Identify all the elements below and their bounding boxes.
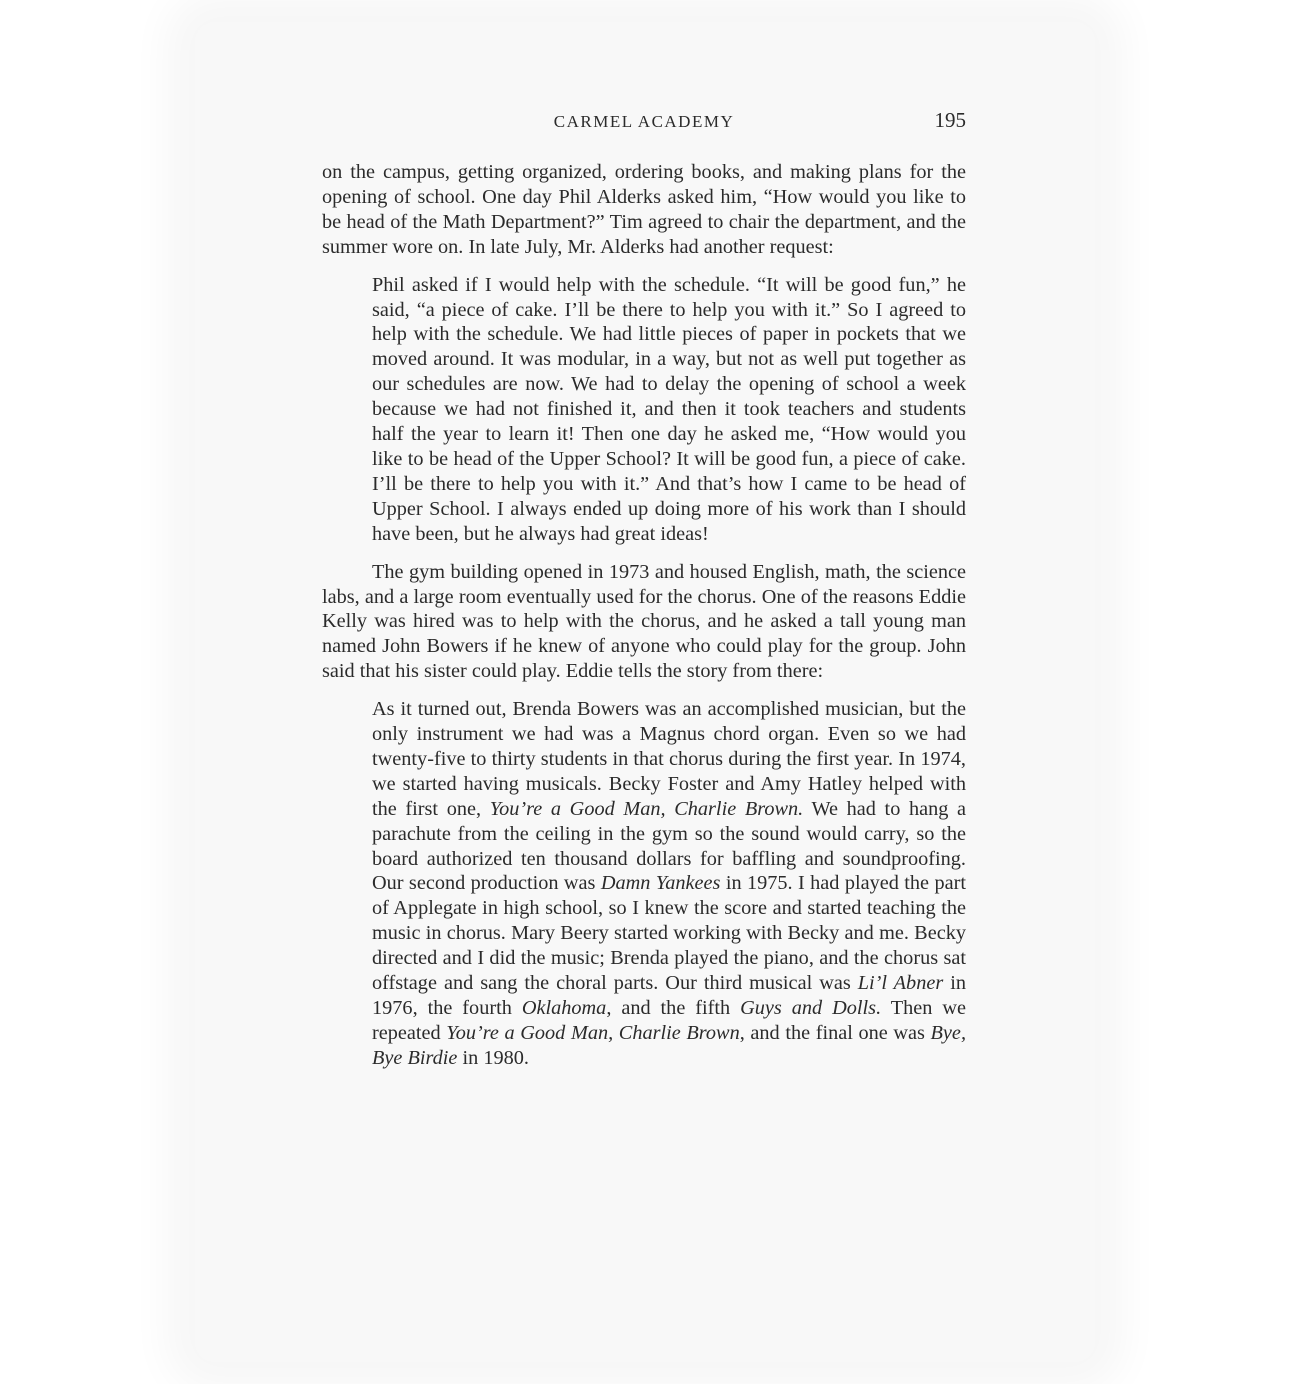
musical-title: Oklahoma [521,997,607,1019]
musical-title: Damn Yankees [600,872,721,895]
page-number: 195 [934,108,966,132]
musical-title: Li’l Abner [857,972,944,995]
quote-text: As it turned out, Brenda Bowers was an accomplished musician, but the only instrument we had was a Magnus chord organ. Even so we had twenty-five to thirty students in that chorus during the first year. In 1974, we started having musicals. Becky Foster and Amy Hatley helped with the first one, [372,698,966,820]
musical-title: Bye, Bye Birdie [372,1021,967,1069]
block-quote-2 [372,697,966,1071]
quote-text: in 1975. I had played the part of Applegate in high school, so I knew the score and started teaching the music in chorus. Mary Beery started working with Becky and me. Becky directed and I did the music; Brenda played the piano, and the chorus sat offstage and sang the choral parts. Our third musical was [372,872,966,995]
quote-text: Then we repeated [372,997,966,1044]
paragraph-1: on the campus, getting organized, ordering books, and making plans for the opening of school. One day Phil Alderks asked him, “How would you like to be head of the Math Department?” Tim agreed to chair the department, and the summer wore on. In late July, Mr. Alderks had another request: [322,161,966,258]
quote-text: We had to hang a parachute from the ceiling in the gym so the sound would carry, so the board authorized ten thousand dollars for baffling and soundproofing. Our second production was [372,797,967,895]
paragraph-2: The gym building opened in 1973 and housed English, math, the science labs, and a large room eventually used for the chorus. One of the reasons Eddie Kelly was hired was to help with the chorus, and he asked a tall young man named John Bowers if he knew of anyone who could play for the group. John said that his sister could play. Eddie tells the story from there: [322,560,966,683]
running-title: CARMEL ACADEMY [553,112,735,131]
musical-title: You’re a Good Man, Charlie Brown. [489,797,804,820]
musical-title: You’re a Good Man, Charlie Brown [446,1021,740,1044]
quote-text: , and the fifth [606,997,741,1019]
musical-title: Guys and Dolls. [740,997,882,1019]
quote-text: in 1980. [457,1046,529,1069]
running-head [322,106,966,136]
block-quote-1: Phil asked if I would help with the schedule. “It will be good fun,” he said, “a piece of cake. I’ll be there to help you with it.” So I agreed to help with the schedule. We had little pieces of paper in pockets that we moved around. It was modular, in a way, but not as well put together as our schedules are now. We had to delay the opening of school a week because we had not finished it, and then it took teachers and students half the year to learn it! Then one day he asked me, “How would you like to be head of the Upper School? It will be good fun, a piece of cake. I’ll be there to help you with it.” And that’s how I came to be head of Upper School. I always ended up doing more of his work than I should have been, but he always had great ideas! [372,273,966,545]
body-text [322,160,966,1084]
quote-text: , and the final one was [739,1021,931,1044]
quote-text: in 1976, the fourth [372,972,966,1019]
